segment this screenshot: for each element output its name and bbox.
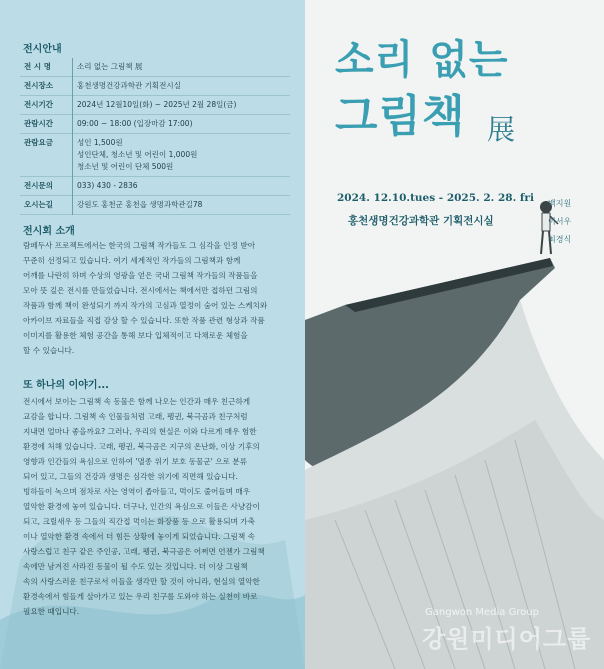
info-value: 033) 430 - 2836 xyxy=(77,181,138,190)
story-title: 또 하나의 이야기... xyxy=(23,380,109,391)
story-body: 전시에서 보이는 그림책 속 동물은 함께 나오는 인간과 매우 친근하게 교감을 합니다. 그림책 속 인물들처럼 고래, 펭귄, 북극곰과 친구처럼 지내면 얼마나 좋을까요? 그러나, 우리의 현실은 이와 다르게 매우 험한 환경에 처해 있습니다. 고래, 펭귄, 북극곰은 지구의 온난화, 이상 기후의 영향과 인간들의 욕심으로 인하여 '멸종 위기 보호 동물군' 으로 분류 되어 있고, 그들의 건강과 생명은 심각한 위기에 직면해 있습니다. 빙하들이 녹으며 점차로 사는 영역이 좁아들고, 먹이도 줄어들며 매우 열악한 환경에 놓여 있습니다. 더구나, 인간의 욕심으로 이들은 사냥감이 되고, 크릴새우 등 그들의 직간접 먹이는 화장품 등 으로 활용되며 가축 이나 열악한 환경 속에서 더 힘든 상황에 놓이게 되었습니다. 그림책 속 사랑스럽고 친구 같은 주인공, 고래, 펭귄, 북극곰은 어쩌면 언젠가 그림책 속에만 남겨진 사라진 동물이 될 수도 있는 것입니다. 더 이상 그림책 속의 사랑스러운 친구로서 이들을 생각만 할 것이 아니라, 현실의 열악한 환경속에서 힘들게 살아가고 있는 우리 친구를 도와야 하는 실천이 바로 필요한 때입니다. xyxy=(23,397,265,616)
artist-name: 백지원 xyxy=(548,199,572,208)
info-key: 전시기간 xyxy=(20,96,73,115)
poster-title-line2: 그림책 xyxy=(335,91,466,142)
info-value: 09:00 ~ 18:00 (입장마감 17:00) xyxy=(77,119,193,128)
poster-title-line1: 소리 없는 xyxy=(335,37,509,83)
poster-venue: 홍천생명건강과학관 기획전시실 xyxy=(348,215,494,227)
intro-title: 전시회 소개 xyxy=(23,226,75,237)
poster-date: 2024. 12.10.tues - 2025. 2. 28. fri xyxy=(337,192,534,204)
info-row xyxy=(20,134,290,177)
info-key: 전시장소 xyxy=(20,77,73,96)
info-section-title: 전시안내 xyxy=(23,44,62,55)
info-key: 관람시간 xyxy=(20,115,73,134)
watermark-english: Gangwon Media Group xyxy=(425,607,540,618)
artist-name: 이서우 xyxy=(548,217,572,226)
artist-name: 최경식 xyxy=(548,235,572,244)
info-key: 전시문의 xyxy=(20,177,73,196)
info-row xyxy=(20,177,290,196)
info-value: 강원도 홍천군 홍천읍 생명과학관길78 xyxy=(77,200,203,209)
info-key: 관람요금 xyxy=(20,134,73,177)
info-value: 홍천생명건강과학관 기획전시실 xyxy=(77,81,181,90)
watermark-korean: 강원미디어그룹 xyxy=(422,625,592,653)
info-row xyxy=(20,115,290,134)
info-key: 오시는길 xyxy=(20,196,73,215)
info-row xyxy=(20,196,290,215)
info-value: 성인 1,500원 성인단체, 청소년 및 어린이 1,000원 청소년 및 어린이 단체 500원 xyxy=(77,138,198,171)
poster-title-hanja: 展 xyxy=(487,113,516,146)
info-value: 소리 없는 그림책 展 xyxy=(77,62,143,71)
info-table xyxy=(20,58,290,215)
info-key: 전 시 명 xyxy=(20,58,73,77)
info-row xyxy=(20,77,290,96)
info-value: 2024년 12월10일(화) ~ 2025년 2월 28일(금) xyxy=(77,100,237,109)
info-row xyxy=(20,96,290,115)
info-row xyxy=(20,58,290,77)
intro-body: 람페두사 프로젝트에서는 한국의 그림책 작가들도 그 심각을 인정 받아 꾸준히 선정되고 있습니다. 여기 세계적인 작가들의 그림책과 함께 어깨를 나란히 하며 수상의 영광을 얻은 국내 그림책 작가들의 작품들을 모아 뜻 깊은 전시를 만들었습니다. 전시에서는 책에서만 접하던 그림의 작품과 함께 책이 완성되기 까지 작가의 고심과 열정이 숨어 있는 스케치와 아카이브 자료들을 직접 감상 할 수 있습니다. 또한 작품 관련 형상과 작품 이미지를 활용한 체험 공간을 통해 보다 입체적이고 다채로운 체험을 할 수 있습니다. xyxy=(23,241,268,355)
